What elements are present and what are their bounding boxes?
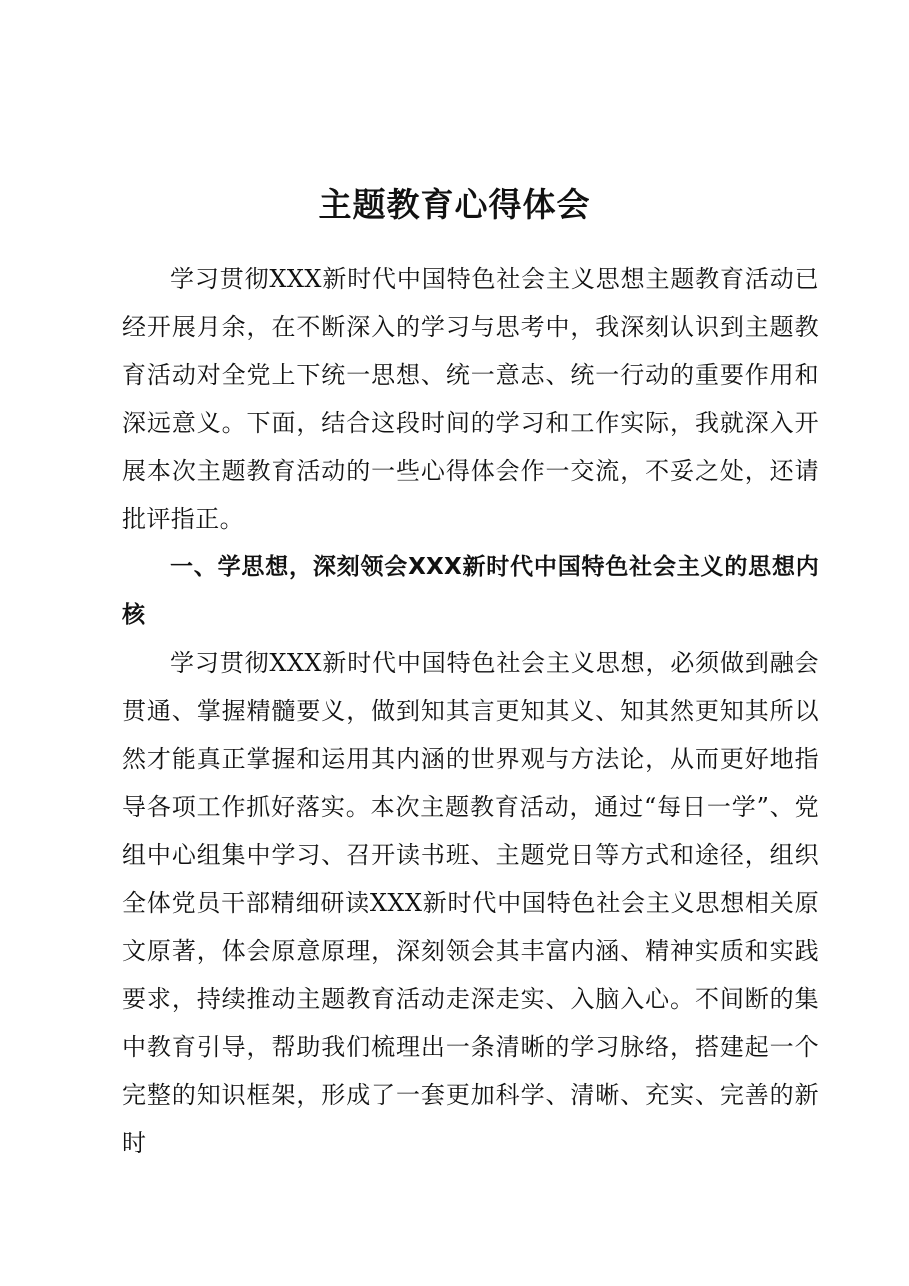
document-body (122, 255, 819, 1167)
section-heading-1: 一、学思想，深刻领会XXX新时代中国特色社会主义的思想内核 (122, 554, 819, 628)
section-1-paragraph: 学习贯彻XXX新时代中国特色社会主义思想，必须做到融会贯通、掌握精髓要义，做到知其言更知其义、知其然更知其所以然才能真正掌握和运用其内涵的世界观与方法论，从而更好地指导各项工作抓好落实。本次主题教育活动，通过“每日一学”、党组中心组集中学习、召开读书班、主题党日等方式和途径，组织全体党员干部精细研读XXX新时代中国特色社会主义思想相关原文原著，体会原意原理，深刻领会其丰富内涵、精神实质和实践要求，持续推动主题教育活动走深走实、入脑入心。不间断的集中教育引导，帮助我们梳理出一条清晰的学习脉络，搭建起一个完整的知识框架，形成了一套更加科学、清晰、充实、完善的新时 (122, 649, 819, 1157)
document-title: 主题教育心得体会 (318, 185, 591, 224)
intro-paragraph: 学习贯彻XXX新时代中国特色社会主义思想主题教育活动已经开展月余，在不断深入的学习与思考中，我深刻认识到主题教育活动对全党上下统一思想、统一意志、统一行动的重要作用和深远意义。下面，结合这段时间的学习和工作实际，我就深入开展本次主题教育活动的一些心得体会作一交流，不妥之处，还请批评指正。 (122, 265, 819, 533)
